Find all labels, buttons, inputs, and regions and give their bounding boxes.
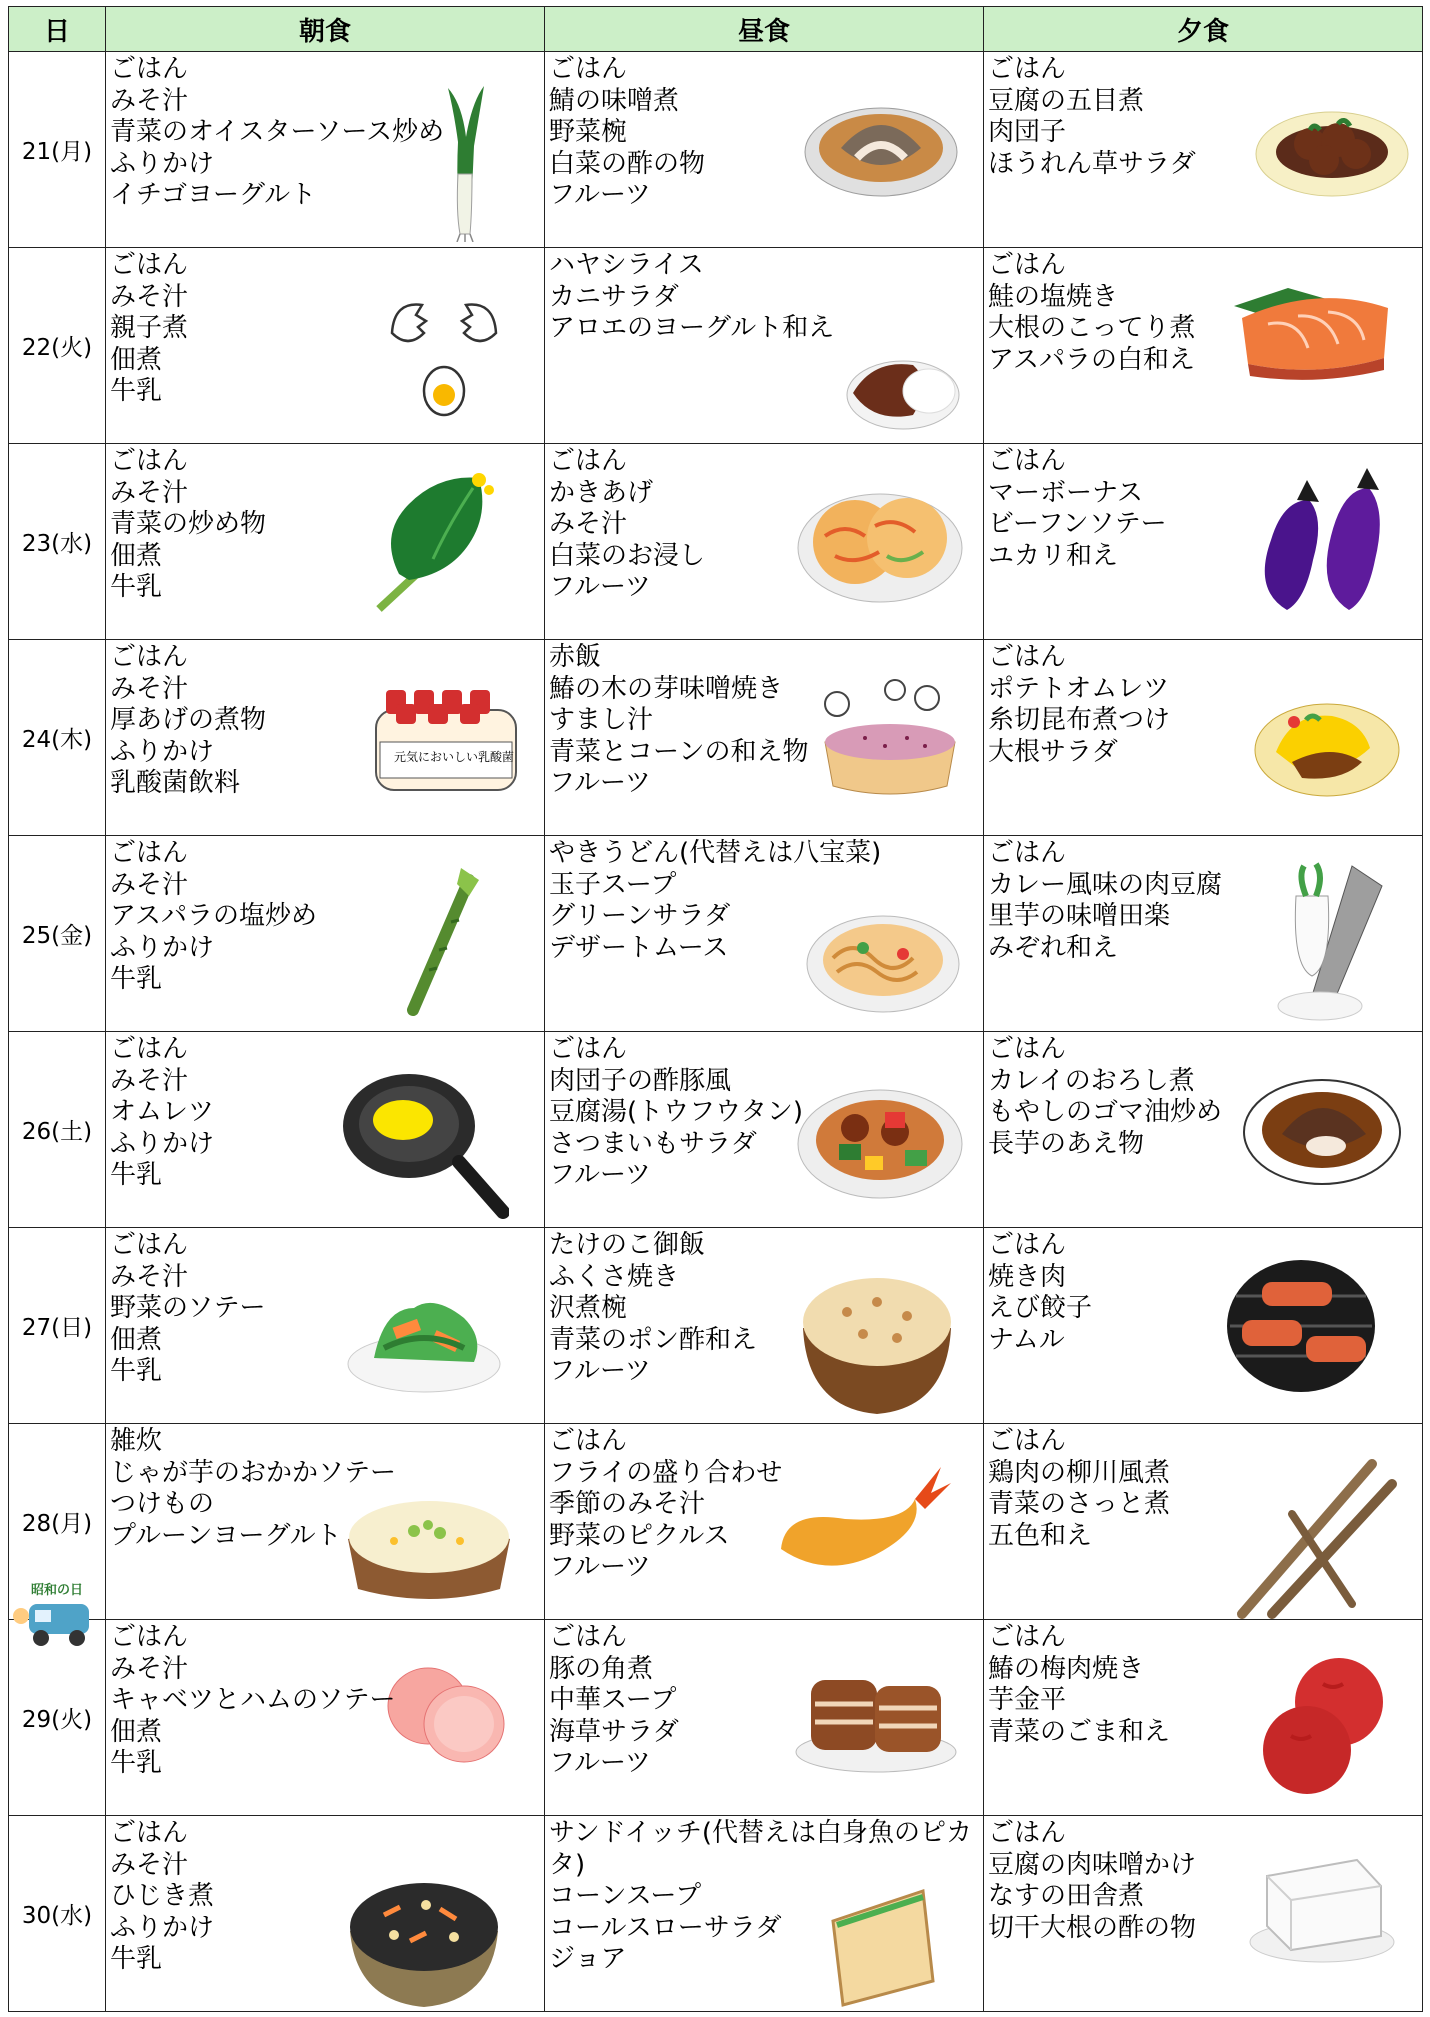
lunch-menu-item: たけのこ御飯	[549, 1230, 706, 1260]
day-label: 28(月)	[21, 1511, 93, 1537]
lunch-cell	[545, 1816, 984, 2012]
lunch-menu-item: やきうどん(代替えは八宝菜)	[549, 838, 882, 868]
dinner-menu-item: ごはん	[988, 838, 1067, 868]
menu-row	[9, 248, 1423, 444]
dinner-menu-item: もやしのゴマ油炒め	[988, 1097, 1223, 1127]
lunch-menu-item: すまし汁	[549, 705, 654, 735]
dinner-menu-item: ごはん	[988, 1818, 1067, 1848]
lunch-menu-item: コーンスープ	[549, 1881, 702, 1911]
dinner-menu-item: 豆腐の五目煮	[988, 85, 1145, 116]
menu-table	[8, 6, 1423, 2012]
lunch-menu-item: 野菜椀	[549, 117, 628, 147]
dinner-menu-item: ごはん	[988, 446, 1067, 476]
lunch-menu-item: 白菜のお浸し	[549, 540, 706, 571]
breakfast-cell	[106, 1228, 545, 1424]
breakfast-menu-item: プルーンヨーグルト	[110, 1520, 342, 1551]
breakfast-menu-item: オムレツ	[110, 1097, 215, 1127]
dinner-menu-item: 青菜のごま和え	[988, 1716, 1171, 1747]
lunch-menu-item: ごはん	[549, 54, 628, 84]
header-lunch: 昼食	[545, 7, 984, 52]
breakfast-menu-item: 乳酸菌飲料	[110, 768, 241, 798]
breakfast-menu-item: みそ汁	[110, 1261, 189, 1292]
lunch-cell	[545, 52, 984, 248]
dinner-menu-item: 青菜のさっと煮	[988, 1489, 1171, 1519]
breakfast-menu-item: ふりかけ	[110, 148, 215, 179]
breakfast-menu-item: ごはん	[110, 1622, 189, 1652]
menu-row	[9, 836, 1423, 1032]
lunch-menu-item: 玉子スープ	[549, 869, 677, 900]
dinner-menu-item: 鰆の梅肉焼き	[988, 1653, 1145, 1684]
dinner-menu-item: マーボーナス	[988, 477, 1143, 508]
breakfast-menu-item: ごはん	[110, 1034, 189, 1064]
breakfast-menu-item: みそ汁	[110, 85, 189, 116]
dinner-menu-item: ごはん	[988, 1230, 1067, 1260]
breakfast-menu-item: つけもの	[110, 1489, 215, 1519]
dinner-menu-item: 鶏肉の柳川風煮	[988, 1457, 1171, 1488]
dinner-menu-item: みぞれ和え	[988, 932, 1119, 963]
yogurt-pack-label: 元気においしい乳酸菌	[393, 750, 514, 764]
lunch-menu-list	[545, 444, 983, 604]
hayashi-rice-icon	[843, 343, 963, 437]
day-label: 25(金)	[21, 923, 93, 949]
breakfast-menu-list	[106, 248, 544, 408]
day-cell	[9, 248, 106, 444]
dinner-cell	[984, 444, 1423, 640]
lunch-menu-item: 青菜とコーンの和え物	[549, 736, 809, 767]
holiday-badge-car-icon	[11, 1580, 103, 1650]
breakfast-menu-item: 厚あげの煮物	[110, 705, 267, 735]
breakfast-menu-item: ごはん	[110, 1230, 189, 1260]
dinner-menu-item: 大根のこってり煮	[988, 313, 1196, 343]
lunch-menu-item: ごはん	[549, 1034, 628, 1064]
dinner-menu-item: 糸切昆布煮つけ	[988, 705, 1171, 735]
dinner-menu-item: 焼き肉	[988, 1261, 1067, 1292]
breakfast-menu-item: じゃが芋のおかかソテー	[110, 1457, 397, 1488]
lunch-menu-item: かきあげ	[549, 477, 654, 508]
dinner-menu-item: アスパラの白和え	[988, 344, 1195, 375]
dinner-menu-item: カレー風味の肉豆腐	[988, 869, 1223, 900]
lunch-cell	[545, 1424, 984, 1620]
dinner-cell	[984, 248, 1423, 444]
day-cell	[9, 1816, 106, 2012]
menu-row	[9, 52, 1423, 248]
breakfast-menu-item: 青菜の炒め物	[110, 509, 267, 539]
dinner-cell	[984, 1620, 1423, 1816]
breakfast-menu-item: ふりかけ	[110, 932, 215, 963]
menu-row	[9, 640, 1423, 836]
dinner-cell	[984, 1228, 1423, 1424]
day-cell	[9, 1583, 106, 1816]
dinner-menu-item: 豆腐の肉味噌かけ	[988, 1849, 1197, 1880]
breakfast-menu-item: ひじき煮	[110, 1881, 215, 1911]
breakfast-menu-item: みそ汁	[110, 1065, 189, 1096]
breakfast-menu-item: 佃煮	[110, 1716, 163, 1747]
dinner-menu-list	[984, 836, 1422, 964]
dinner-menu-item: 肉団子	[988, 117, 1067, 147]
holiday-badge-text: 昭和の日	[30, 1583, 84, 1598]
breakfast-menu-item: ふりかけ	[110, 736, 215, 767]
breakfast-menu-list	[106, 52, 544, 212]
breakfast-menu-item: ふりかけ	[110, 1912, 215, 1943]
dinner-menu-item: 鮭の塩焼き	[988, 281, 1119, 312]
breakfast-menu-item: 親子煮	[110, 313, 189, 343]
lunch-menu-item: コールスローサラダ	[549, 1912, 782, 1943]
lunch-menu-item: 海草サラダ	[549, 1716, 679, 1747]
breakfast-cell	[106, 52, 545, 248]
breakfast-cell	[106, 444, 545, 640]
lunch-cell	[545, 248, 984, 444]
lunch-menu-list	[545, 1620, 983, 1780]
day-label: 30(水)	[21, 1903, 93, 1929]
day-cell	[9, 444, 106, 640]
breakfast-menu-item: 牛乳	[110, 572, 163, 602]
lunch-menu-item: 季節のみそ汁	[549, 1489, 706, 1519]
dinner-menu-item: 五色和え	[988, 1520, 1093, 1551]
breakfast-menu-item: ごはん	[110, 250, 189, 280]
lunch-cell	[545, 1620, 984, 1816]
lunch-cell	[545, 444, 984, 640]
lunch-cell	[545, 640, 984, 836]
dinner-menu-item: ポテトオムレツ	[988, 673, 1170, 704]
lunch-menu-item: 中華スープ	[549, 1685, 677, 1715]
breakfast-menu-item: 牛乳	[110, 1356, 163, 1386]
dinner-cell	[984, 52, 1423, 248]
breakfast-menu-item: 佃煮	[110, 540, 163, 571]
day-cell	[9, 640, 106, 836]
breakfast-cell	[106, 640, 545, 836]
breakfast-menu-item: みそ汁	[110, 869, 189, 900]
dinner-menu-item: ごはん	[988, 1426, 1067, 1456]
breakfast-menu-item: みそ汁	[110, 281, 189, 312]
breakfast-menu-item: イチゴヨーグルト	[110, 180, 317, 210]
breakfast-menu-item: アスパラの塩炒め	[110, 901, 317, 931]
menu-row	[9, 444, 1423, 640]
lunch-menu-item: フルーツ	[549, 1552, 651, 1582]
dinner-menu-item: ナムル	[988, 1324, 1065, 1355]
lunch-menu-item: グリーンサラダ	[549, 901, 731, 931]
dinner-menu-item: ごはん	[988, 250, 1067, 280]
lunch-menu-list	[545, 1816, 983, 1976]
breakfast-menu-item: ごはん	[110, 54, 189, 84]
dinner-menu-item: カレイのおろし煮	[988, 1065, 1195, 1096]
dinner-menu-item: ごはん	[988, 642, 1067, 672]
breakfast-menu-item: キャベツとハムのソテー	[110, 1685, 396, 1715]
lunch-cell	[545, 1032, 984, 1228]
dinner-menu-item: ごはん	[988, 1622, 1067, 1652]
lunch-menu-item: フルーツ	[549, 1356, 651, 1386]
breakfast-cell	[106, 1032, 545, 1228]
breakfast-menu-item: みそ汁	[110, 477, 189, 508]
lunch-menu-item: ごはん	[549, 1426, 628, 1456]
menu-row	[9, 1228, 1423, 1424]
breakfast-menu-item: ごはん	[110, 838, 189, 868]
lunch-menu-list	[545, 1228, 983, 1388]
breakfast-menu-item: みそ汁	[110, 1849, 189, 1880]
dinner-menu-item: ほうれん草サラダ	[988, 148, 1196, 179]
dinner-cell	[984, 836, 1423, 1032]
lunch-menu-item: フルーツ	[549, 572, 651, 602]
dinner-menu-item: 長芋のあえ物	[988, 1128, 1145, 1159]
breakfast-menu-list	[106, 1816, 544, 1976]
breakfast-menu-list	[106, 444, 544, 604]
menu-row	[9, 1032, 1423, 1228]
day-label: 24(木)	[21, 727, 93, 753]
lunch-menu-item: サンドイッチ(代替えは白身魚のピカタ)	[549, 1818, 973, 1880]
lunch-menu-item: デザートムース	[549, 932, 729, 963]
day-cell	[9, 1228, 106, 1424]
dinner-menu-item: えび餃子	[988, 1293, 1093, 1323]
lunch-menu-item: ごはん	[549, 1622, 628, 1652]
lunch-menu-item: さつまいもサラダ	[549, 1128, 757, 1159]
breakfast-menu-item: ふりかけ	[110, 1128, 215, 1159]
breakfast-menu-list	[106, 1424, 544, 1552]
lunch-menu-item: フルーツ	[549, 180, 651, 210]
dinner-menu-list	[984, 248, 1422, 376]
dinner-cell	[984, 1032, 1423, 1228]
lunch-menu-item: 鯖の味噌煮	[549, 85, 680, 116]
breakfast-menu-item: 牛乳	[110, 1944, 163, 1974]
dinner-menu-item: ビーフンソテー	[988, 509, 1167, 539]
dinner-menu-item: なすの田舎煮	[988, 1881, 1145, 1911]
lunch-menu-item: カニサラダ	[549, 281, 679, 312]
menu-row	[9, 1424, 1423, 1620]
day-label: 21(月)	[21, 139, 93, 165]
lunch-menu-item: 豚の角煮	[549, 1653, 654, 1684]
breakfast-menu-item: 佃煮	[110, 1324, 163, 1355]
lunch-menu-item: フルーツ	[549, 768, 651, 798]
dinner-menu-item: ごはん	[988, 54, 1067, 84]
lunch-menu-item: ハヤシライス	[549, 250, 704, 280]
lunch-menu-item: アロエのヨーグルト和え	[549, 313, 835, 343]
breakfast-menu-list	[106, 836, 544, 996]
header-row	[9, 7, 1423, 52]
dinner-menu-list	[984, 1228, 1422, 1356]
lunch-menu-item: 白菜の酢の物	[549, 148, 706, 179]
lunch-menu-list	[545, 836, 983, 964]
breakfast-menu-list	[106, 1228, 544, 1388]
lunch-menu-item: ジョア	[549, 1944, 627, 1974]
header-day: 日	[9, 7, 106, 52]
lunch-menu-list	[545, 1032, 983, 1192]
lunch-menu-item: 鰆の木の芽味噌焼き	[549, 673, 784, 704]
lunch-menu-list	[545, 1424, 983, 1584]
dinner-menu-list	[984, 1424, 1422, 1552]
breakfast-menu-item: ごはん	[110, 446, 189, 476]
lunch-menu-item: 豆腐湯(トウフウタン)	[549, 1097, 804, 1127]
breakfast-cell	[106, 248, 545, 444]
dinner-menu-item: ごはん	[988, 1034, 1067, 1064]
menu-body	[9, 52, 1423, 2012]
lunch-menu-item: 赤飯	[549, 642, 602, 672]
breakfast-menu-item: 雑炊	[110, 1426, 163, 1456]
lunch-cell	[545, 836, 984, 1032]
breakfast-menu-item: 牛乳	[110, 1748, 163, 1778]
breakfast-menu-item: 野菜のソテー	[110, 1293, 266, 1323]
dinner-menu-list	[984, 444, 1422, 572]
day-cell	[9, 52, 106, 248]
lunch-menu-item: みそ汁	[549, 509, 628, 539]
header-breakfast: 朝食	[106, 7, 545, 52]
dinner-menu-list	[984, 1816, 1422, 1944]
dinner-cell	[984, 640, 1423, 836]
breakfast-menu-item: 牛乳	[110, 376, 163, 406]
breakfast-menu-item: ごはん	[110, 1818, 189, 1848]
day-label: 23(水)	[21, 531, 93, 557]
dinner-menu-item: 芋金平	[988, 1685, 1067, 1715]
breakfast-cell	[106, 1620, 545, 1816]
menu-row	[9, 1816, 1423, 2012]
dinner-cell	[984, 1816, 1423, 2012]
breakfast-menu-list	[106, 1032, 544, 1192]
day-cell	[9, 1032, 106, 1228]
lunch-menu-list	[545, 640, 983, 800]
breakfast-menu-item: ごはん	[110, 642, 189, 672]
lunch-menu-list	[545, 248, 983, 345]
breakfast-menu-item: 牛乳	[110, 964, 163, 994]
dinner-menu-list	[984, 52, 1422, 180]
day-label: 26(土)	[21, 1119, 93, 1145]
lunch-menu-list	[545, 52, 983, 212]
day-label: 29(火)	[21, 1707, 93, 1733]
dinner-menu-list	[984, 640, 1422, 768]
dinner-menu-item: 大根サラダ	[988, 736, 1118, 767]
dinner-menu-item: 里芋の味噌田楽	[988, 901, 1171, 931]
breakfast-cell	[106, 836, 545, 1032]
lunch-menu-item: 肉団子の酢豚風	[549, 1065, 732, 1096]
dinner-cell	[984, 1424, 1423, 1620]
dinner-menu-list	[984, 1032, 1422, 1160]
lunch-menu-item: ふくさ焼き	[549, 1261, 680, 1292]
breakfast-cell	[106, 1424, 545, 1620]
dinner-menu-item: ユカリ和え	[988, 540, 1119, 571]
menu-row	[9, 1620, 1423, 1816]
day-label: 22(火)	[21, 335, 93, 361]
breakfast-menu-item: みそ汁	[110, 1653, 189, 1684]
lunch-menu-item: ごはん	[549, 446, 628, 476]
breakfast-menu-list	[106, 640, 544, 800]
lunch-cell	[545, 1228, 984, 1424]
day-label: 27(日)	[21, 1315, 93, 1341]
lunch-menu-item: フライの盛り合わせ	[549, 1457, 783, 1488]
breakfast-cell	[106, 1816, 545, 2012]
lunch-menu-item: 野菜のピクルス	[549, 1520, 730, 1551]
lunch-menu-item: 沢煮椀	[549, 1293, 628, 1323]
header-dinner: 夕食	[984, 7, 1423, 52]
day-cell	[9, 836, 106, 1032]
lunch-menu-item: 青菜のポン酢和え	[549, 1324, 758, 1355]
breakfast-menu-list	[106, 1620, 544, 1780]
lunch-menu-item: フルーツ	[549, 1160, 651, 1190]
dinner-menu-item: 切干大根の酢の物	[988, 1912, 1197, 1943]
breakfast-menu-item: 牛乳	[110, 1160, 163, 1190]
breakfast-menu-item: 青菜のオイスターソース炒め	[110, 117, 445, 147]
dinner-menu-list	[984, 1620, 1422, 1748]
breakfast-menu-item: 佃煮	[110, 344, 163, 375]
lunch-menu-item: フルーツ	[549, 1748, 651, 1778]
breakfast-menu-item: みそ汁	[110, 673, 189, 704]
